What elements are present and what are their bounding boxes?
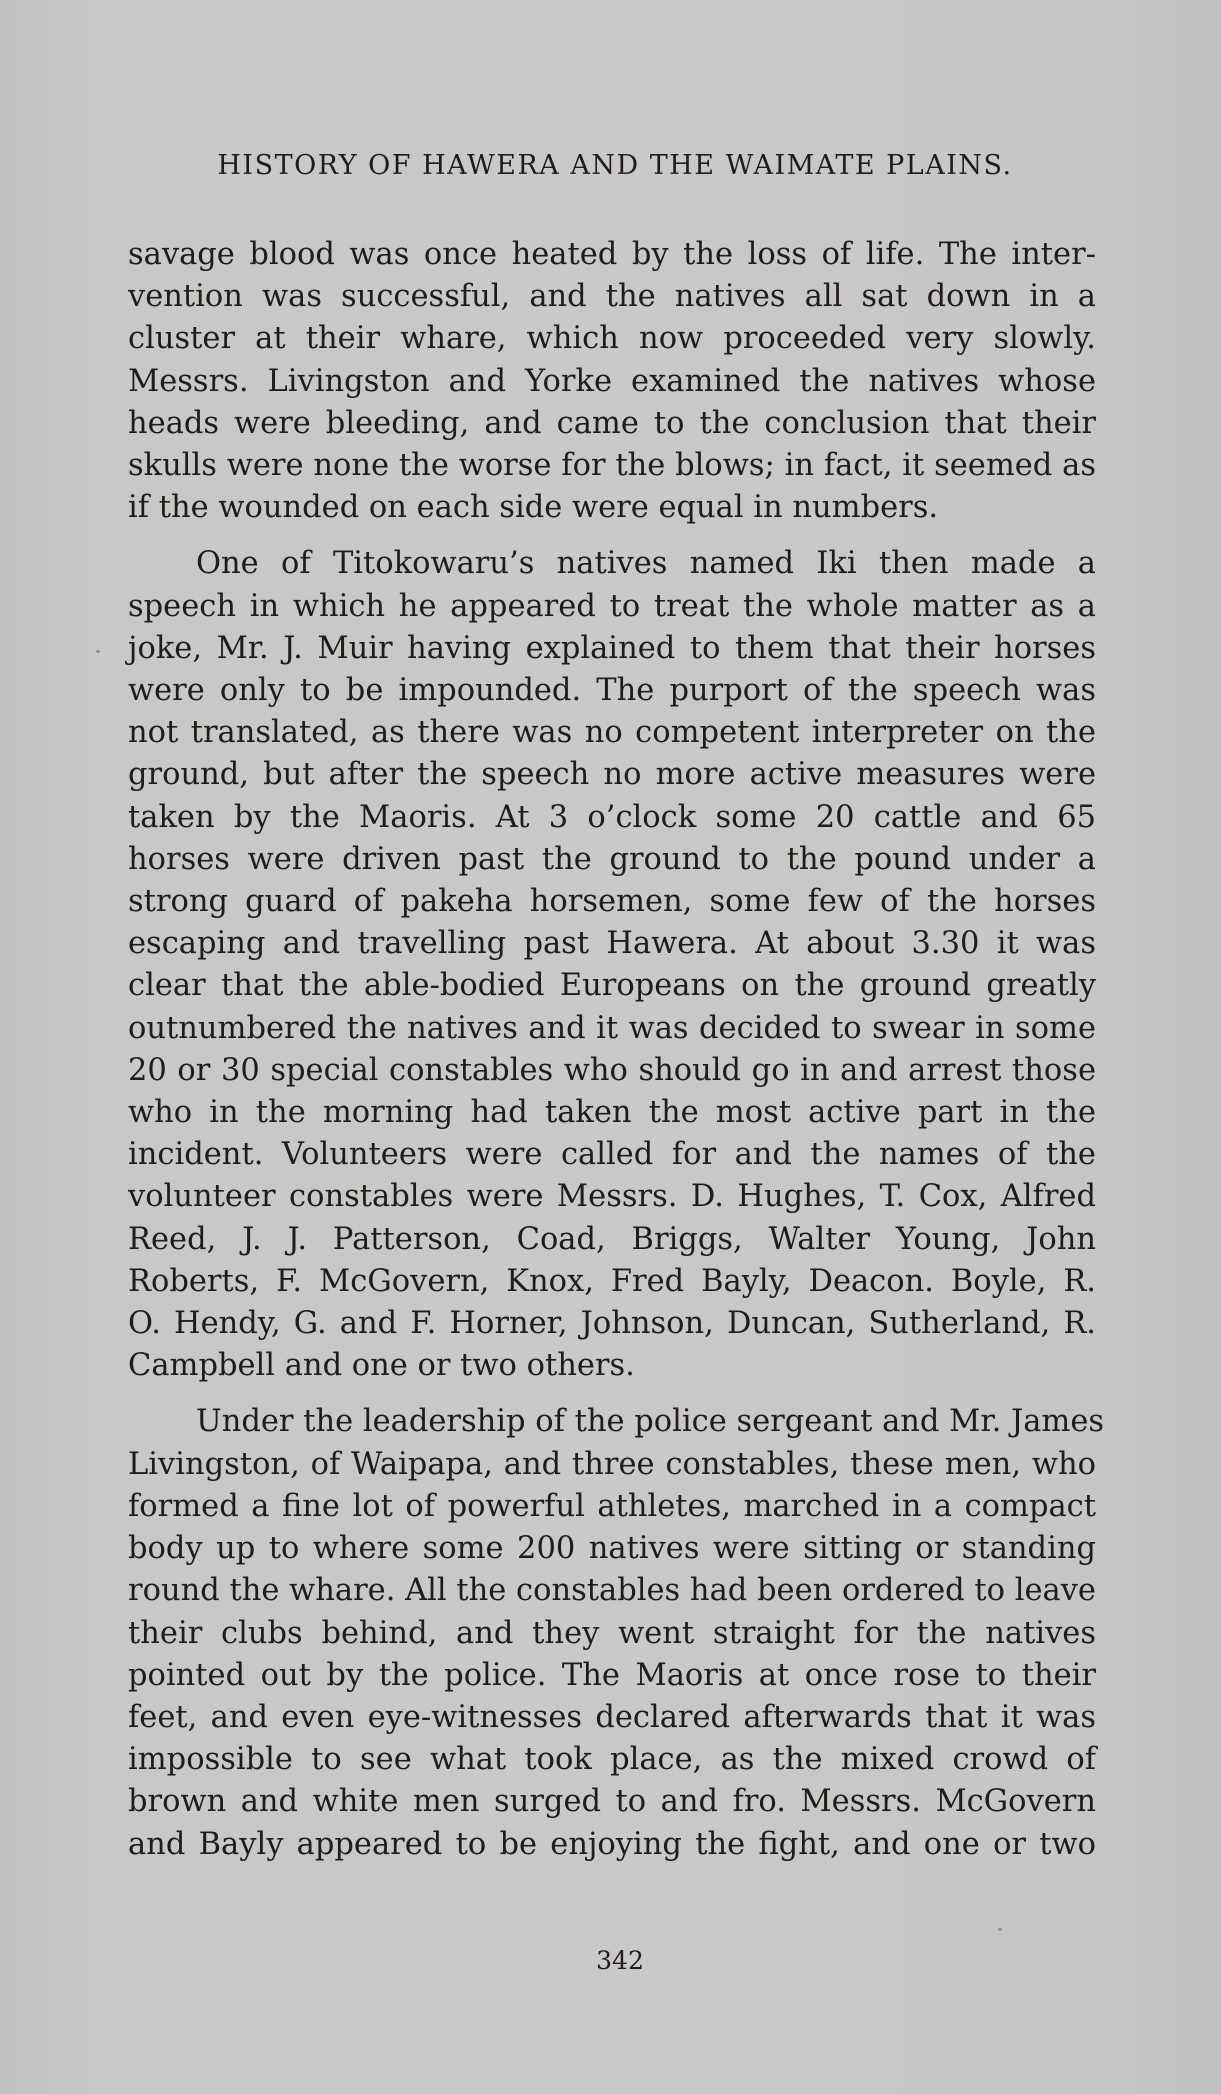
text-line: formed a fine lot of powerful athletes, marched in a compact (128, 1488, 1096, 1524)
paragraph (128, 1401, 1105, 1865)
text-line: if the wounded on each side were equal in numbers. (128, 490, 939, 526)
text-line: horses were driven past the ground to the pound under a (128, 841, 1096, 877)
text-line: and Bayly appeared to be enjoying the fight, and one or two (128, 1826, 1096, 1862)
text-line: Messrs. Livingston and Yorke examined the natives whose (128, 363, 1096, 399)
text-line: skulls were none the worse for the blows; in fact, it seemed as (128, 448, 1096, 484)
text-line: speech in which he appeared to treat the whole matter as a (128, 588, 1096, 624)
text-line: strong guard of pakeha horsemen, some few of the horses (128, 884, 1096, 920)
text-line: joke, Mr. J. Muir having explained to them that their horses (128, 630, 1096, 666)
text-line: impossible to see what took place, as the mixed crowd of (128, 1742, 1096, 1778)
text-line: incident. Volunteers were called for and the names of the (128, 1137, 1096, 1173)
paragraph (128, 234, 1096, 529)
text-line: not translated, as there was no competent interpreter on the (128, 715, 1096, 751)
running-head: HISTORY OF HAWERA AND THE WAIMATE PLAINS. (217, 150, 1013, 181)
text-line: Roberts, F. McGovern, Knox, Fred Bayly, Deacon. Boyle, R. (128, 1263, 1096, 1299)
paper-speck (998, 1928, 1002, 1931)
text-line: outnumbered the natives and it was decided to swear in some (128, 1010, 1096, 1046)
text-line: round the whare. All the constables had been ordered to leave (128, 1573, 1096, 1609)
text-line: pointed out by the police. The Maoris at once rose to their (128, 1657, 1096, 1693)
text-line: Livingston, of Waipapa, and three constables, these men, who (128, 1446, 1096, 1482)
text-line: Campbell and one or two others. (128, 1348, 635, 1384)
text-line: Reed, J. J. Patterson, Coad, Briggs, Walter Young, John (128, 1221, 1096, 1257)
text-line: 20 or 30 special constables who should go in and arrest those (128, 1052, 1096, 1088)
text-line: volunteer constables were Messrs. D. Hughes, T. Cox, Alfred (128, 1179, 1096, 1215)
text-line: cluster at their whare, which now proceeded very slowly. (128, 321, 1096, 357)
text-line: Under the leadership of the police sergeant and Mr. James (196, 1404, 1105, 1440)
text-line: were only to be impounded. The purport of the speech was (128, 673, 1096, 709)
text-line: clear that the able-bodied Europeans on the ground greatly (128, 968, 1096, 1004)
text-line: One of Titokowaru’s natives named Iki then made a (196, 546, 1096, 582)
page-number: 342 (596, 1946, 644, 1975)
text-line: escaping and travelling past Hawera. At about 3.30 it was (128, 926, 1096, 962)
text-line: who in the morning had taken the most active part in the (128, 1095, 1096, 1131)
text-line: heads were bleeding, and came to the conclusion that their (128, 405, 1096, 441)
text-line: feet, and even eye-witnesses declared afterwards that it was (128, 1699, 1096, 1735)
text-line: O. Hendy, G. and F. Horner, Johnson, Duncan, Sutherland, R. (128, 1306, 1096, 1342)
text-line: body up to where some 200 natives were sitting or standing (128, 1531, 1096, 1567)
text-line: brown and white men surged to and fro. Messrs. McGovern (128, 1784, 1096, 1820)
paper-speck (96, 650, 100, 653)
body-text (128, 234, 1105, 1866)
text-line: their clubs behind, and they went straight for the natives (128, 1615, 1096, 1651)
text-line: ground, but after the speech no more active measures were (128, 757, 1096, 793)
paragraph (128, 543, 1096, 1387)
text-line: savage blood was once heated by the loss of life. The inter- (128, 237, 1096, 272)
text-line: taken by the Maoris. At 3 o’clock some 20 cattle and 65 (128, 799, 1096, 835)
text-line: vention was successful, and the natives all sat down in a (128, 279, 1096, 315)
